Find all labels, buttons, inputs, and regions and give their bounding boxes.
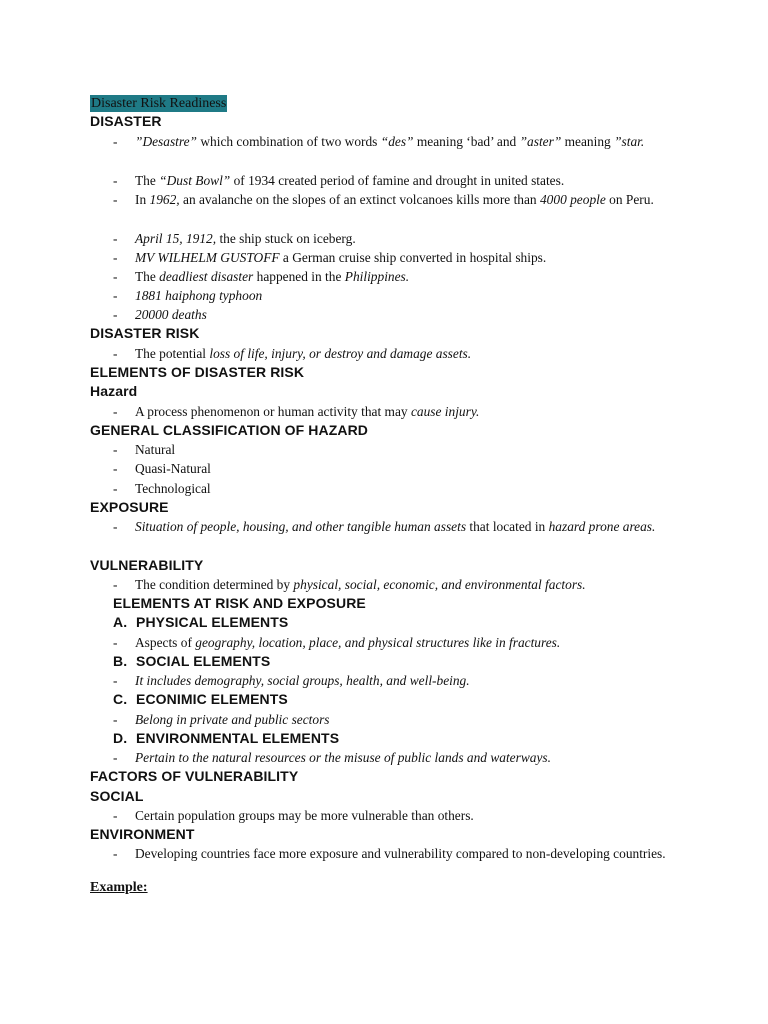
bullet-text <box>135 190 683 209</box>
bullet-text <box>135 440 683 459</box>
section-heading: ELEMENTS OF DISASTER RISK <box>90 364 305 380</box>
text-run: The <box>135 173 160 188</box>
text-run: Developing countries face more exposure and vulnerability compared to non-developing countries. <box>135 846 666 861</box>
bullet-item <box>113 459 683 478</box>
bullet-text <box>135 402 683 421</box>
bullet-item <box>113 710 683 729</box>
bullet-item <box>113 402 683 421</box>
lettered-heading-text: PHYSICAL ELEMENTS <box>136 614 289 630</box>
bullet-dash: - <box>113 519 118 534</box>
document-title: Disaster Risk Readiness <box>91 96 227 111</box>
bullet-text <box>135 229 683 248</box>
lettered-heading-text: ENVIRONMENTAL ELEMENTS <box>136 730 340 746</box>
bullet-dash: - <box>113 134 118 149</box>
italic-run: deadliest disaster <box>159 269 254 284</box>
bullet-item <box>113 190 683 209</box>
text-run: on Peru. <box>605 192 654 207</box>
italic-run: 1962, <box>149 192 180 207</box>
lettered-heading <box>113 652 270 670</box>
italic-run: Situation of people, housing, and other tangible human assets <box>135 519 467 534</box>
bullet-item <box>113 575 683 594</box>
section-heading: FACTORS OF VULNERABILITY <box>90 768 299 784</box>
bullet-text <box>135 806 683 825</box>
bullet-item <box>113 248 683 267</box>
bullet-text <box>135 710 683 729</box>
bullet-dash: - <box>113 231 118 246</box>
italic-run: Pertain to the natural resources or the misuse of public lands and waterways. <box>135 750 551 765</box>
text-run: In <box>135 192 150 207</box>
bullet-item <box>113 671 683 690</box>
list-letter: C. <box>113 691 128 707</box>
bullet-item <box>113 286 683 305</box>
text-run: The <box>135 269 160 284</box>
italic-run: geography, location, place, and physical structures like in fractures. <box>195 635 561 650</box>
bullet-item <box>113 844 683 863</box>
section-heading: SOCIAL <box>90 788 144 804</box>
bullet-text <box>135 171 683 190</box>
italic-run: 20000 deaths <box>135 307 207 322</box>
bullet-text <box>135 267 683 286</box>
text-run: A process phenomenon or human activity that may <box>135 404 411 419</box>
text-run: The condition determined by <box>135 577 294 592</box>
italic-run: ”aster” <box>519 134 562 149</box>
text-run: which combination of two words <box>197 134 381 149</box>
bullet-text <box>135 344 683 363</box>
italic-run: 4000 people <box>539 192 606 207</box>
bullet-dash: - <box>113 250 118 265</box>
example-label: Example: <box>90 880 148 895</box>
text-run: that located in <box>466 519 549 534</box>
list-letter: A. <box>113 614 128 630</box>
bullet-text <box>135 248 683 267</box>
bullet-dash: - <box>113 346 118 361</box>
bullet-item <box>113 305 683 324</box>
italic-run: ”Desastre” <box>135 134 198 149</box>
bullet-dash: - <box>113 269 118 284</box>
bullet-dash: - <box>113 750 118 765</box>
bullet-item <box>113 748 683 767</box>
bullet-item <box>113 479 683 498</box>
bullet-item <box>113 344 683 363</box>
italic-run: ”star. <box>614 134 645 149</box>
italic-run: It includes demography, social groups, health, and well-being. <box>135 673 470 688</box>
section-heading: GENERAL CLASSIFICATION OF HAZARD <box>90 422 369 438</box>
bullet-text <box>135 844 683 863</box>
bullet-text <box>135 459 683 478</box>
list-letter: D. <box>113 730 128 746</box>
bullet-text <box>135 517 683 536</box>
bullet-item <box>113 633 683 652</box>
bullet-item <box>113 517 683 536</box>
text-run: of 1934 created period of famine and drought in united states. <box>230 173 565 188</box>
bullet-dash: - <box>113 577 118 592</box>
bullet-item <box>113 171 683 190</box>
lettered-heading <box>113 729 339 747</box>
text-run: Technological <box>135 481 211 496</box>
bullet-dash: - <box>113 173 118 188</box>
section-heading: DISASTER RISK <box>90 325 200 341</box>
italic-run: hazard prone areas. <box>548 519 656 534</box>
lettered-heading-text: SOCIAL ELEMENTS <box>136 653 271 669</box>
bullet-dash: - <box>113 712 118 727</box>
italic-run: MV WILHELM GUSTOFF <box>135 250 280 265</box>
bullet-item <box>113 267 683 286</box>
bullet-dash: - <box>113 481 118 496</box>
bullet-dash: - <box>113 635 118 650</box>
bullet-dash: - <box>113 288 118 303</box>
text-run: an avalanche on the slopes of an extinct volcanoes kills more than <box>179 192 540 207</box>
bullet-dash: - <box>113 442 118 457</box>
section-heading: VULNERABILITY <box>90 557 204 573</box>
text-run: the ship stuck on iceberg. <box>216 231 356 246</box>
bullet-text <box>135 633 683 652</box>
text-run: The potential <box>135 346 210 361</box>
bullet-text <box>135 286 683 305</box>
bullet-item <box>113 806 683 825</box>
bullet-dash: - <box>113 307 118 322</box>
italic-run: cause injury. <box>410 404 480 419</box>
bullet-dash: - <box>113 808 118 823</box>
text-run: a German cruise ship converted in hospital ships. <box>279 250 547 265</box>
bullet-text <box>135 132 683 151</box>
bullet-dash: - <box>113 846 118 861</box>
text-run: Aspects of <box>135 635 196 650</box>
section-subheading: ELEMENTS AT RISK AND EXPOSURE <box>113 595 366 611</box>
bullet-dash: - <box>113 673 118 688</box>
italic-run: April 15, 1912, <box>135 231 217 246</box>
bullet-dash: - <box>113 461 118 476</box>
lettered-heading <box>113 690 288 708</box>
bullet-dash: - <box>113 192 118 207</box>
text-run: happened in the <box>253 269 345 284</box>
italic-run: 1881 haiphong typhoon <box>135 288 263 303</box>
italic-run: “Dust Bowl” <box>159 173 231 188</box>
section-heading: ENVIRONMENT <box>90 826 195 842</box>
bullet-text <box>135 305 683 324</box>
section-heading: DISASTER <box>90 113 162 129</box>
bullet-text <box>135 479 683 498</box>
lettered-heading <box>113 613 288 631</box>
text-run: Natural <box>135 442 176 457</box>
text-run: meaning <box>561 134 615 149</box>
italic-run: “des” <box>380 134 414 149</box>
bullet-text <box>135 748 683 767</box>
bullet-dash: - <box>113 404 118 419</box>
italic-run: loss of life, injury, or destroy and damage assets. <box>209 346 472 361</box>
list-letter: B. <box>113 653 128 669</box>
bullet-item <box>113 132 683 151</box>
bullet-item <box>113 229 683 248</box>
text-run: Certain population groups may be more vulnerable than others. <box>135 808 474 823</box>
bullet-item <box>113 440 683 459</box>
text-run: meaning ‘bad’ and <box>413 134 520 149</box>
lettered-heading-text: ECONIMIC ELEMENTS <box>136 691 288 707</box>
section-heading: Hazard <box>90 383 138 399</box>
italic-run: Philippines. <box>344 269 410 284</box>
text-run: Quasi-Natural <box>135 461 211 476</box>
italic-run: physical, social, economic, and environmental factors. <box>293 577 586 592</box>
section-heading: EXPOSURE <box>90 499 169 515</box>
italic-run: Belong in private and public sectors <box>135 712 330 727</box>
bullet-text <box>135 671 683 690</box>
bullet-text <box>135 575 683 594</box>
